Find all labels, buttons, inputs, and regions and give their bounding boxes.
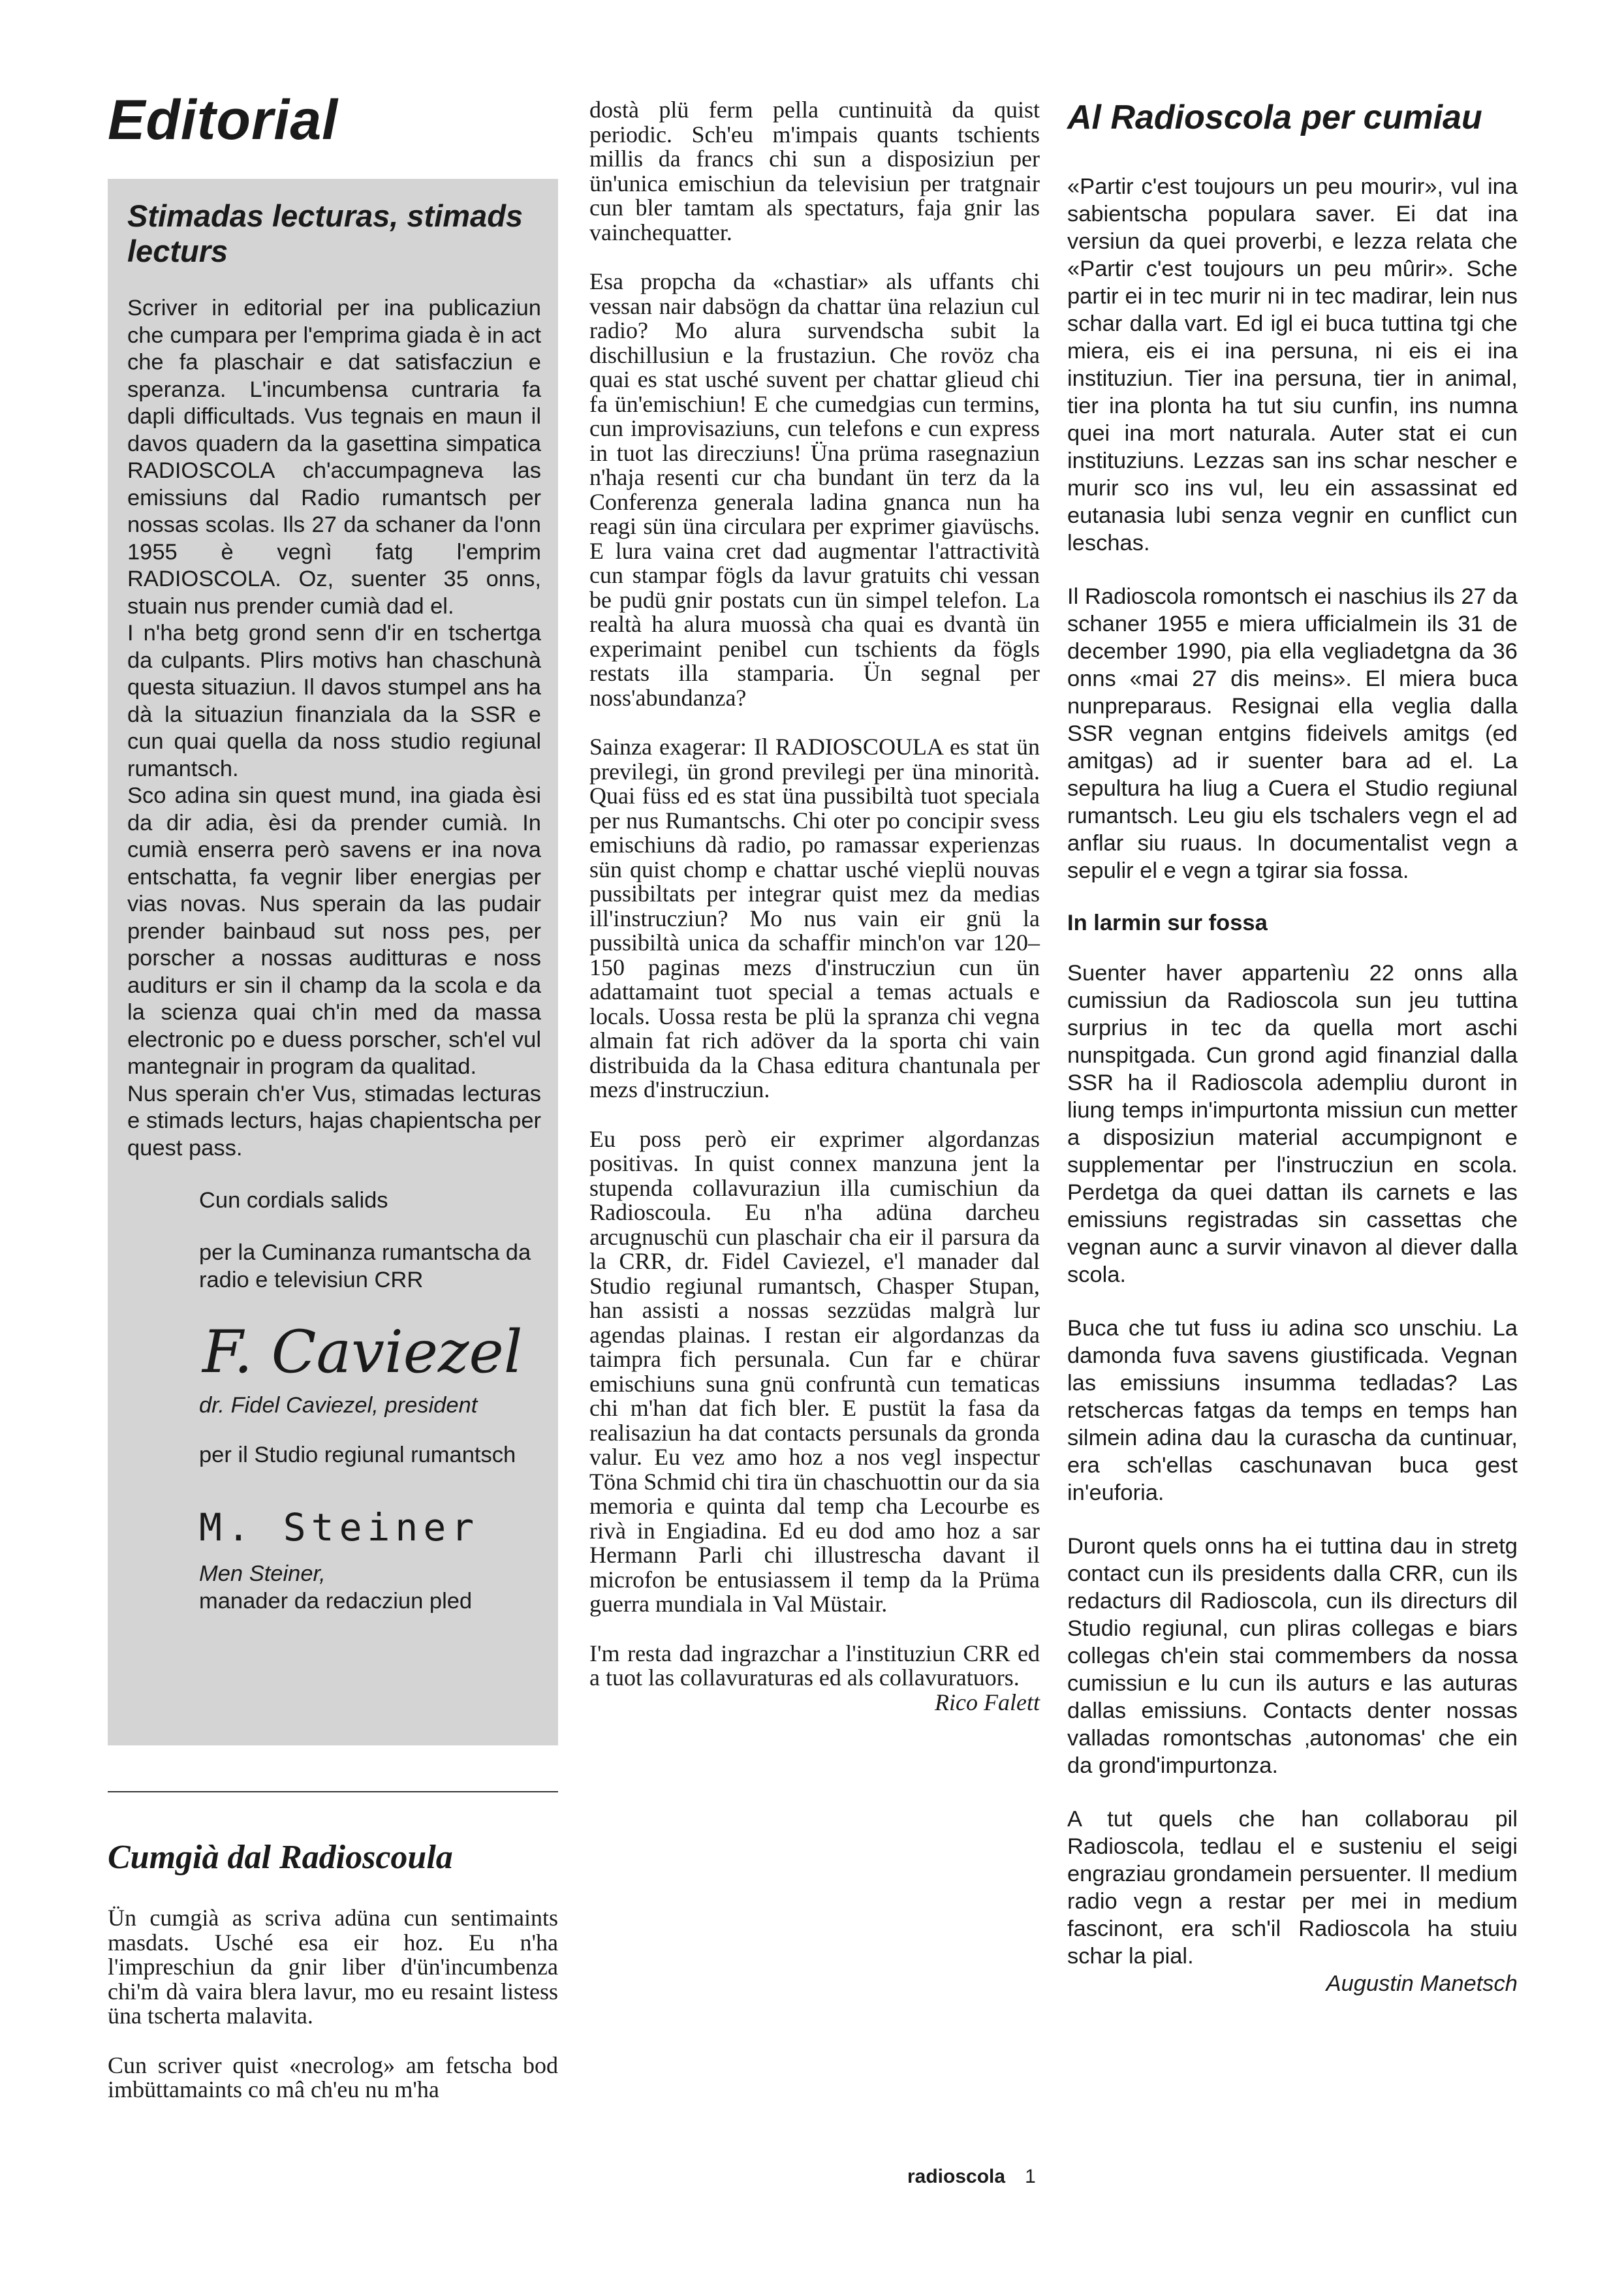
signer-caviezel: dr. Fidel Caviezel, president — [199, 1393, 478, 1418]
al-paragraph: «Partir c'est toujours un peu mourir», vul ina sabientscha populara saver. Ei dat ina versiun da quei proverbi, e lezza relata che «Partir c'est toujours un peu mûrir». Sche partir ei in tec murir ni in tec madirar, lein nus schar dalla vart. Ed igl ei buca tuttina tgi che miera, eis ei ina persuna, ni eis ei ina instituziun. Tier ina persuna, tier in animal, tier ina plonta ha tut siu cunfin, ins numna quei ina mort naturala. Auter stat ei cun instituziuns. Lezzas san ins schar nescher e murir sco ins vul, leu ein assassinat ed eutanasia lubi senza vegnir en cunflict cun leschas. — [1067, 174, 1518, 555]
closing: Cun cordials salids — [199, 1188, 388, 1213]
author-falett: Rico Falett — [935, 1689, 1040, 1715]
cumgia-paragraph-start: Cun scriver quist «necrolog» am fetscha bod imbüttamaints co mâ ch'eu nu m'ha — [108, 2053, 558, 2102]
cumgia-title: Cumgià dal Radioscoula — [108, 1839, 453, 1876]
editorial-paragraph: I n'ha betg grond senn d'ir en tschertga da culpants. Plirs motivs han chaschunà questa situaziun. Il davos stumpel ans ha dà la situaziun finanziala da la SSR e cun quai quella da noss studio regiunal rumantsch. — [127, 621, 541, 781]
cumgia-final-text: I'm resta dad ingrazchar a l'instituziun CRR ed a tuot las collavuraturas ed als collavuratuors. — [589, 1640, 1040, 1691]
editorial-paragraph: Nus sperain ch'er Vus, stimadas lecturas e stimads lecturs, hajas chapientscha per quest pass. — [127, 1081, 541, 1161]
al-paragraph: Suenter haver appartenìu 22 onns alla cumissiun da Radioscola sun jeu tuttina surprius in tec da quella mort aschi nunspitgada. Cun grond agid finanzial dalla SSR ha il Radioscola adempliu duront in liung temps in'impurtonta missiun cun metter a disposiziun material accumpignont e supplementar per l'instrucziun en scola. Perdetga da quei dattan ils carnets e las emissiuns registradas sin cassettas che vegnan aunc a survir vinavon al diever dalla scola. — [1067, 961, 1518, 1287]
author-manetsch: Augustin Manetsch — [1326, 1971, 1518, 1996]
al-paragraph: A tut quels che han collaborau pil Radioscola, tedlau el e susteniu el seigi engraziau grondamein persuenter. Il medium radio vegn a restar per mei in medium fascinont, era sch'il Radioscola ha stuiu schar la pial. — [1067, 1807, 1518, 1969]
cumgia-paragraph-final — [589, 1640, 1040, 1715]
al-radioscola-title: Al Radioscola per cumiau — [1067, 99, 1482, 136]
page-footer — [907, 2166, 1036, 2188]
signer-steiner-name: Men Steiner, — [199, 1561, 326, 1586]
cumgia-paragraph: Eu poss però eir exprimer algordanzas positivas. In quist connex manzuna jent la stupenda collavuraziun illa cumischiun da Radioscoula. Eu n'ha adüna darcheu arcugnuschü cun plaschair cha eir il parsura da la CRR, dr. Fidel Caviezel, e'l manader dal Studio regiunal rumantsch, Chasper Stupan, han assisti a nossas sezzüdas malgrà lur agendas plainas. I restan eir algordanzas da taimpra fich persunala. Cun far e chürar emischiuns suna gnü confruntà cun tematicas chi m'han dat fich bler. E pustüt la fasa da realisaziun ha dat contacts persunals da gronda valur. Eu vez amo hoz a nos vegl inspectur Töna Schmid chi tira ün chaschuottin our da sia memoria e quinta dal temp cha Lecourbe es rivà in Engiadina. Ed eu dod amo hoz a sar Hermann Parli chi illustrescha davant il microfon be entusiassem il temp da la Prüma guerra mundiala in Val Müstair. — [589, 1125, 1040, 1617]
page-number: 1 — [1025, 2166, 1036, 2187]
cumgia-paragraph: Ün cumgià as scriva adüna cun sentimaints masdats. Usché esa eir hoz. Eu n'ha l'impreschiun da gnir liber d'ün'incumbenza chi'm dà vaira blera lavur, mo eu resaint listess üna tscherta malavita. — [108, 1905, 558, 2029]
organisation-studio: per il Studio regiunal rumantsch — [199, 1443, 516, 1467]
section-divider — [108, 1791, 558, 1792]
column-left — [108, 88, 558, 2106]
editorial-paragraph: Scriver in editorial per ina publicaziun che cumpara per l'emprima giada è in act che fa plaschair e dat satisfacziun e speranza. L'incumbensa cuntraria fa dapli difficultads. Vus tegnais en maun il davos quadern da la gasettina simpatica RADIOSCOLA ch'accumpagneva las emissiuns dal Radio rumantsch per nossas scolas. Ils 27 da schaner da l'onn 1955 è vegnì fatg l'emprim RADIOSCOLA. Oz, suenter 35 onns, stuain nus prender cumià dad el. — [127, 296, 541, 619]
editorial-box — [108, 179, 558, 1745]
column-right — [1067, 98, 1518, 2023]
signature-caviezel: F. Caviezel — [202, 1318, 523, 1386]
column-middle — [589, 98, 1040, 1715]
al-paragraph: Duront quels onns ha ei tuttina dau in stretg contact cun ils presidents dalla CRR, cun ils redacturs dil Radioscola, cun ils directurs dil Studio regiunal, cun pliras collegas e biars collegas ch'ein stai commembers da nossa cumissiun e lu cun ils auturs e las auturas dallas emissiuns. Contacts denter nossas valladas romontschas ‚autonomas' che ein da grond'impurtonza. — [1067, 1534, 1518, 1778]
cumgia-paragraph: Sainza exagerar: Il RADIOSCOULA es stat ün previlegi, ün grond previlegi per üna minorità. Quai füss ed es stat üna pussibiltà tuot speciala per nus Rumantschs. Chi oter po concipir svess emischiuns dà radio, po ramassar experienzas sün quist chomp e chattar usché vieplü nouvas pussibiltats per integrar quist mez da medias ill'instrucziun? Mo nus vain eir gnü la pussibiltà unica da schaffir minch'on var 120–150 paginas mezs d'instrucziun cun ün adattamaint tuot special a temas actuals e locals. Uossa resta be plü la spranza chi vegna almain fat rich adöver da la sporta chi vain distribuida da la Chasa editura chantunala per mezs d'instrucziun. — [589, 734, 1040, 1102]
editorial-title: Editorial — [108, 89, 339, 151]
editorial-paragraph: Sco adina sin quest mund, ina giada èsi da dir adia, èsi da prender cumià. In cumià enserra però savens er ina nova entschatta, fa vegnir liber energias per vias novas. Nus sperain da las pudair prender bainbaud sut noss pes, per porscher a nossas auditturas e noss auditurs er sin il champ da la scola e da la scienza quai ch'in med da massa electronic po e duess porscher, sch'el vul mantegnair in program da qualitad. — [127, 783, 541, 1079]
subheading-larmin: In larmin sur fossa — [1067, 911, 1268, 935]
signature-steiner: M. Steiner — [199, 1505, 480, 1550]
publication-name: radioscola — [907, 2166, 1006, 2187]
al-paragraph: Buca che tut fuss iu adina sco unschiu. La damonda fuva savens giustificada. Vegnan las emissiuns insumma tedladas? Las retschercas fatgas da temps en temps han silmein adina dau la curascha da cuntinuar, era sch'ellas caschunavan buca gest in'euforia. — [1067, 1316, 1518, 1505]
organisation-crr: per la Cuminanza rumantscha da radio e televisiun CRR — [199, 1240, 531, 1292]
signer-steiner-role: manader da redacziun pled — [199, 1589, 473, 1614]
al-paragraph: Il Radioscola romontsch ei naschius ils 27 da schaner 1955 e miera ufficialmein ils 31 de december 1990, pia ella vegliadetgna da 36 onns «mai 27 dis meins». El miera buca nunpreparaus. Resignai ella veglia dalla SSR vegnan entgins fideivels amitgs (ed amitgas) ad ir suenter bara ad el. La sepultura ha liug a Cuera el Studio regiunal rumantsch. Leu giu els tschalers vegn el ad anflar siu ruaus. In documentalist vegn a sepulir el e vegn a tgirar sia fossa. — [1067, 584, 1518, 883]
cumgia-paragraph-continued: dostà plü ferm pella cuntinuità da quist periodic. Sch'eu m'impais quants tschients millis da francs chi sun a disposiziun per ün'unica emischiun da televisiun per tratgnair cun bler tamtam als spectaturs, faja gnir las vainchequatter. — [589, 97, 1040, 245]
editorial-heading: Stimadas lecturas, stimads lecturs — [127, 198, 523, 268]
cumgia-paragraph: Esa propcha da «chastiar» als uffants chi vessan nair dabsögn da chattar üna relaziun cul radio? Mo alura survendscha subit la dischillusiun e la frustaziun. Che rovöz cha quai es stat usché suvent per chattar glieud chi fa ün'emischiun! E che cumedgias cun termins, cun improvisaziuns, cun telefons e cun express in tuot las direcziuns! Üna prüma rasegnaziun n'haja resenti cur cha bundant ün terz da la Conferenza generala ladina gnanca nun ha reagi sün üna circulara per exprimer giavüschs. E lura vaina cret dad augmentar l'attractività cun stampar fögls da lavur gratuits chi vessan be pudü gnir postats cun ün simpel telefon. La realtà ha alura muossà cha quai es dvantà ün experimaint penibel cun tschients da fögls restats illa stamparia. Ün segnal per noss'abundanza? — [589, 268, 1040, 711]
